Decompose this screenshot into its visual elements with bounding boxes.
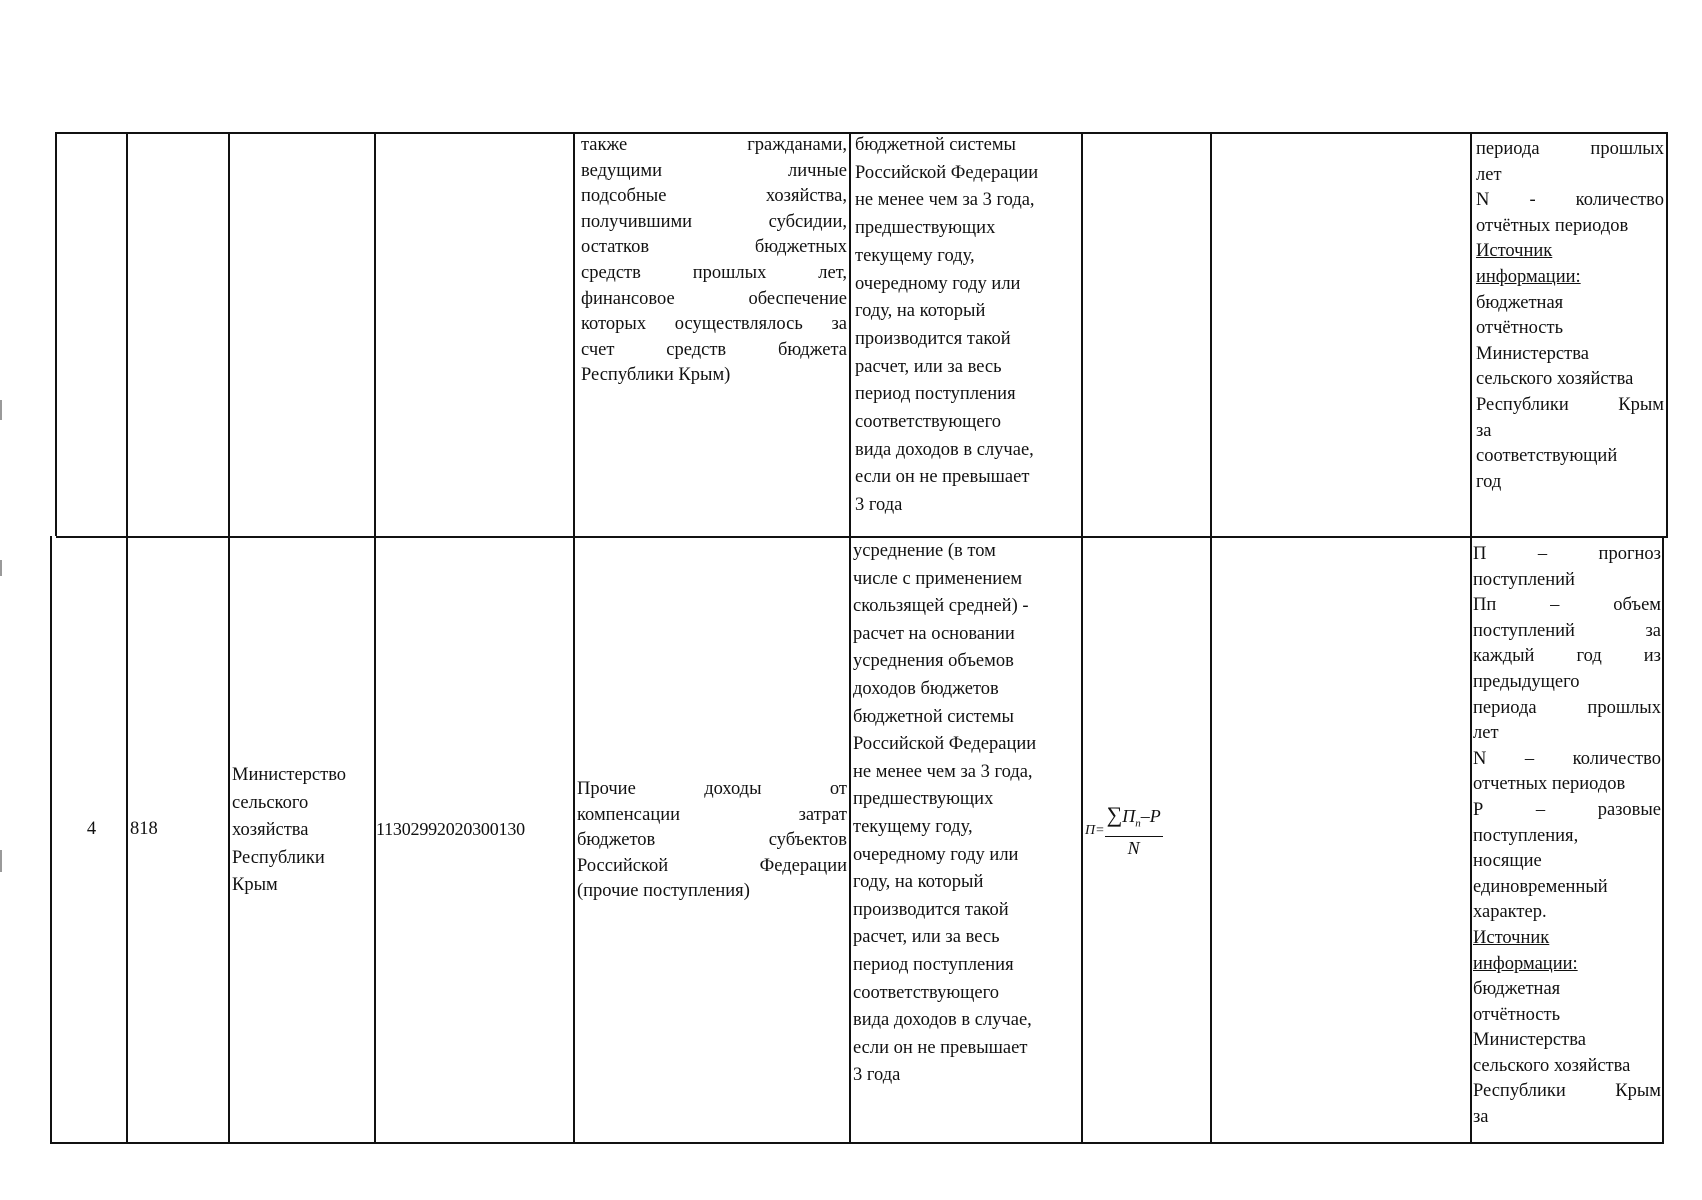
text-line: N – количество bbox=[1473, 748, 1661, 769]
administrator-cell bbox=[232, 762, 372, 900]
text-line: также гражданами, bbox=[581, 135, 847, 155]
col-line-0 bbox=[55, 132, 57, 536]
text-line: скользящей средней) - bbox=[853, 596, 1029, 617]
text-line: N - количество bbox=[1476, 190, 1664, 211]
scan-mark bbox=[0, 400, 2, 420]
text-line: бюджетной системы bbox=[855, 135, 1016, 155]
col-line-1 bbox=[126, 132, 128, 1143]
text-line: поступления, bbox=[1473, 825, 1579, 846]
text-line: 3 года bbox=[853, 1065, 901, 1086]
text-line: соответствующего bbox=[855, 412, 1002, 433]
col-line-6 bbox=[1081, 132, 1083, 1143]
source-label: информации: bbox=[1476, 266, 1581, 287]
text-line: счет средств бюджета bbox=[581, 339, 847, 360]
text-line: сельского bbox=[232, 792, 309, 813]
text-line: доходов бюджетов bbox=[853, 678, 999, 699]
text-line: бюджетная bbox=[1473, 979, 1561, 1000]
text-line: Российской Федерации bbox=[855, 162, 1039, 183]
col-line-3 bbox=[374, 132, 376, 1143]
scan-mark bbox=[0, 560, 2, 576]
text-line: Прочие доходы от bbox=[577, 779, 847, 799]
text-line: году, на который bbox=[853, 872, 984, 893]
text-line: подсобные хозяйства, bbox=[581, 186, 847, 207]
text-line: Республики Крым bbox=[1476, 394, 1664, 415]
formula-lhs: П= bbox=[1085, 822, 1105, 838]
admin-code: 818 bbox=[130, 819, 158, 839]
text-line: расчет на основании bbox=[853, 623, 1015, 644]
text-line: финансовое обеспечение bbox=[581, 288, 847, 309]
formula-term: П bbox=[1122, 806, 1136, 826]
text-line: соответствующего bbox=[853, 982, 1000, 1003]
text-line: остатков бюджетных bbox=[581, 237, 847, 258]
text-line: бюджетов субъектов bbox=[577, 830, 847, 851]
formula-fraction bbox=[1105, 803, 1163, 859]
text-line: предыдущего bbox=[1473, 671, 1580, 692]
text-line: бюджетной системы bbox=[853, 706, 1014, 727]
legal-basis-cell bbox=[581, 133, 847, 389]
text-line: если он не превышает bbox=[853, 1037, 1028, 1058]
text-line: очередному году или bbox=[855, 273, 1021, 294]
text-line: Министерства bbox=[1476, 343, 1589, 364]
text-line: текущему году, bbox=[853, 816, 973, 837]
col-line-0b bbox=[50, 536, 52, 1143]
formula-numerator bbox=[1105, 803, 1163, 837]
income-name-cell bbox=[577, 777, 847, 905]
text-line: носящие bbox=[1473, 851, 1542, 872]
source-label: Источник bbox=[1476, 241, 1553, 262]
text-line: которых осуществлялось за bbox=[581, 314, 847, 335]
description-cell bbox=[1476, 137, 1664, 495]
col-line-9b bbox=[1662, 536, 1664, 1143]
text-line: единовременный bbox=[1473, 876, 1608, 897]
col-line-5 bbox=[849, 132, 851, 1143]
text-line: периода прошлых bbox=[1476, 139, 1664, 159]
text-line: средств прошлых лет, bbox=[581, 262, 847, 283]
text-line: Российской Федерации bbox=[577, 855, 847, 876]
col-line-2 bbox=[228, 132, 230, 1143]
text-line: Министерства bbox=[1473, 1030, 1586, 1051]
text-line: соответствующий bbox=[1476, 446, 1618, 467]
text-line: сельского хозяйства bbox=[1473, 1055, 1631, 1076]
col-line-8 bbox=[1470, 132, 1472, 1143]
text-line: вида доходов в случае, bbox=[855, 439, 1034, 460]
col-line-9 bbox=[1666, 132, 1668, 536]
col-line-7 bbox=[1210, 132, 1212, 1143]
text-line: компенсации затрат bbox=[577, 804, 847, 825]
text-line: году, на который bbox=[855, 301, 986, 322]
text-line: хозяйства bbox=[232, 820, 309, 840]
text-line: текущему году, bbox=[855, 245, 975, 266]
text-line: не менее чем за 3 года, bbox=[855, 190, 1035, 211]
text-line: вида доходов в случае, bbox=[853, 1010, 1032, 1031]
text-line: Республики bbox=[232, 847, 325, 868]
text-line: Министерство bbox=[232, 765, 347, 785]
text-line: производится такой bbox=[855, 328, 1011, 349]
text-line: расчет, или за весь bbox=[855, 356, 1002, 377]
text-line: поступлений за bbox=[1473, 620, 1661, 641]
text-line: отчётность bbox=[1476, 318, 1564, 339]
text-line: отчётность bbox=[1473, 1004, 1561, 1025]
source-label: информации: bbox=[1473, 953, 1578, 974]
col-line-4 bbox=[573, 132, 575, 1143]
formula-minus-p: –P bbox=[1140, 806, 1161, 826]
text-line: не менее чем за 3 года, bbox=[853, 761, 1033, 782]
formula-subscript: п bbox=[1135, 817, 1141, 830]
text-line: лет bbox=[1473, 723, 1499, 744]
sum-symbol: ∑ bbox=[1106, 802, 1123, 827]
text-line: год bbox=[1476, 471, 1502, 492]
text-line: Российской Федерации bbox=[853, 734, 1037, 755]
text-line: характер. bbox=[1473, 902, 1547, 923]
text-line: предшествующих bbox=[853, 789, 994, 810]
text-line: Республики Крым) bbox=[581, 365, 731, 386]
text-line: поступлений bbox=[1473, 569, 1575, 590]
text-line: усреднения объемов bbox=[853, 651, 1014, 672]
table-bottom-border bbox=[50, 1142, 1664, 1144]
row-number: 4 bbox=[86, 819, 97, 839]
text-line: Р – разовые bbox=[1473, 799, 1661, 820]
formula-denominator: N bbox=[1127, 837, 1140, 858]
text-line: расчет, или за весь bbox=[853, 927, 1000, 948]
text-line: за bbox=[1473, 1107, 1489, 1128]
text-line: 3 года bbox=[855, 495, 903, 516]
kbk-code: 11302992020300130 bbox=[376, 819, 525, 839]
method-cell bbox=[855, 132, 1079, 520]
text-line: отчетных периодов bbox=[1473, 774, 1626, 795]
text-line: П – прогноз bbox=[1473, 544, 1661, 564]
text-line: за bbox=[1476, 420, 1492, 441]
text-line: лет bbox=[1476, 164, 1502, 185]
text-line: (прочие поступления) bbox=[577, 881, 750, 902]
description-cell bbox=[1473, 542, 1661, 1131]
text-line: отчётных периодов bbox=[1476, 215, 1629, 236]
text-line: усреднение (в том bbox=[853, 541, 996, 561]
method-cell bbox=[853, 538, 1079, 1090]
text-line: Пп – объем bbox=[1473, 595, 1661, 616]
text-line: период поступления bbox=[855, 384, 1016, 405]
text-line: сельского хозяйства bbox=[1476, 369, 1634, 390]
text-line: бюджетная bbox=[1476, 292, 1564, 313]
text-line: очередному году или bbox=[853, 844, 1019, 865]
text-line: периода прошлых bbox=[1473, 697, 1661, 718]
forecast-formula bbox=[1085, 803, 1163, 859]
source-label: Источник bbox=[1473, 927, 1550, 948]
text-line: Крым bbox=[232, 875, 278, 895]
text-line: предшествующих bbox=[855, 218, 996, 239]
text-line: каждый год из bbox=[1473, 646, 1661, 667]
text-line: числе с применением bbox=[853, 568, 1023, 589]
text-line: ведущими личные bbox=[581, 160, 847, 181]
text-line: если он не превышает bbox=[855, 467, 1030, 488]
text-line: период поступления bbox=[853, 954, 1014, 975]
text-line: получившими субсидии, bbox=[581, 211, 847, 232]
text-line: производится такой bbox=[853, 899, 1009, 920]
text-line: Республики Крым bbox=[1473, 1081, 1661, 1102]
scan-mark bbox=[0, 850, 2, 872]
